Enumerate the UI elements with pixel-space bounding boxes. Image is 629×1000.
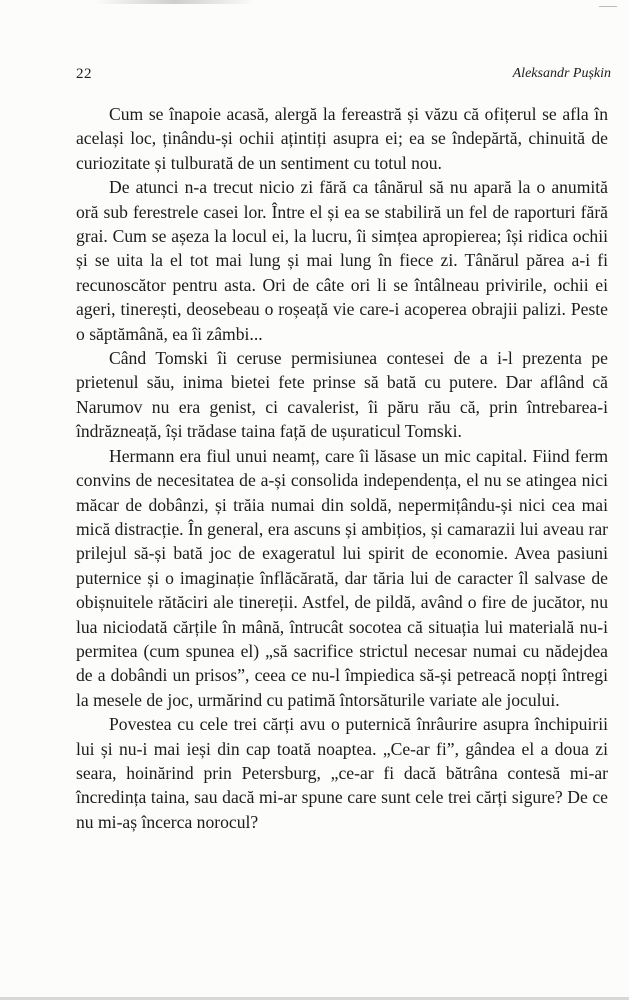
paragraph: Cum se înapoie acasă, alergă la fereastră și văzu că ofițerul se afla în același loc, ținându-și ochii ațintiți asupra ei; ea se îndepărtă, chinuită de curiozitate și tulburată de un sentiment cu totul nou. <box>76 104 608 173</box>
paragraph: De atunci n-a trecut nicio zi fără ca tânărul să nu apară la o anumită oră sub ferestrele casei lor. Între el și ea se stabiliră un fel de raporturi fără grai. Cum se așeza la locul ei, la lucru, îi simțea apropierea; își ridica ochii și se uita la el tot mai lung și mai lung în fiece zi. Tânărul părea a-i fi recunoscător pentru asta. Ori de câte ori li se întâlneau privirile, ochii ei ageri, tinerești, deosebeau o roșeață vie care-i acoperea obrajii palizi. Peste o săptămână, ea îi zâmbi... <box>76 177 608 344</box>
paragraph: Hermann era fiul unui neamț, care îi lăsase un mic capital. Fiind ferm convins de necesitatea de a-și consolida independența, el nu se atingea nici măcar de dobânzi, și trăia numai din soldă, nepermițându-și nici cea mai mică distracție. În general, era ascuns și ambițios, și camarazii lui aveau rar prilejul să-și bată joc de exageratul lui spirit de economie. Avea pasiuni puternice și o imaginație înflăcărată, dar tăria lui de caracter îl salvase de obișnuitele rătăciri ale tinereții. Astfel, de pildă, având o fire de jucător, nu lua niciodată cărțile în mână, întrucât socotea că situația lui materială nu-i permitea (cum spunea el) „să sacrifice strictul necesar numai cu nădejdea de a dobândi un prisos”, ceea ce nu-l împiedica să-și petreacă nopți întregi la mesele de joc, urmărind cu patimă întorsăturile variate ale jocului. <box>76 445 608 710</box>
page-header <box>0 66 629 88</box>
top-edge-shadow <box>95 0 255 4</box>
running-head: Aleksandr Pușkin <box>512 66 611 81</box>
paragraph: Povestea cu cele trei cărți avu o puternică înrâurire asupra închipuirii lui și nu-i mai ieși din cap toată noaptea. „Ce-ar fi”, gândea el a doua zi seara, hoinărind prin Petersburg, „ce-ar fi dacă bătrâna contesă mi-ar încredința taina, sau dacă mi-ar spune care sunt cele trei cărți sigure? De ce nu mi-aș încerca norocul? <box>76 714 608 832</box>
paragraph: Când Tomski îi ceruse permisiunea contesei de a i-l prezenta pe prietenul său, inima bietei fete prinse să bată cu putere. Dar aflând că Narumov nu era genist, ci cavalerist, îi păru rău că, prin întrebarea-i îndrăzneață, își trădase taina față de ușuraticul Tomski. <box>76 348 608 442</box>
page-corner-mark <box>599 0 617 7</box>
body-text <box>76 102 608 834</box>
page-number: 22 <box>76 66 92 82</box>
